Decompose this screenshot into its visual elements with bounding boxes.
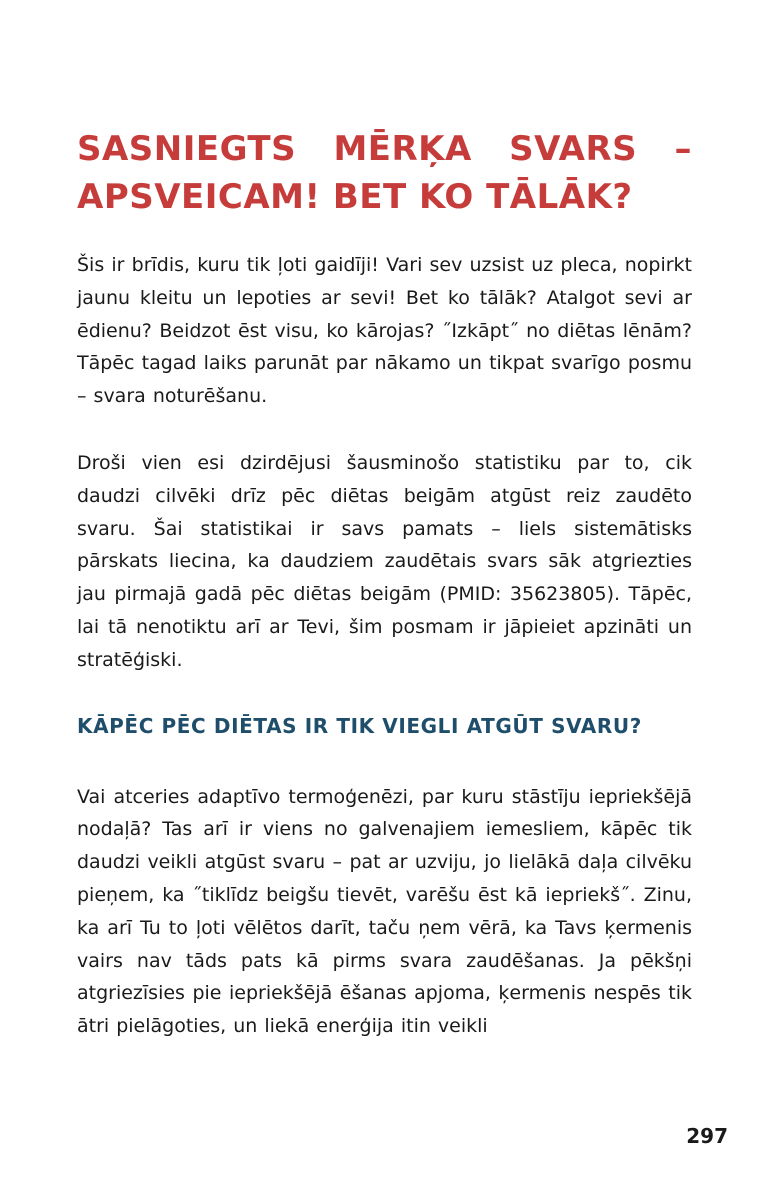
page-content: [77, 125, 692, 1043]
paragraph-intro: Šis ir brīdis, kuru tik ļoti gaidīji! Vari sev uzsist uz pleca, nopirkt jaunu kleitu un lepoties ar sevi! Bet ko tālāk? Atalgot sevi ar ēdienu? Beidzot ēst visu, ko kārojas? ˝Izkāpt˝ no diētas lēnām? Tāpēc tagad laiks parunāt par nākamo un tikpat svarīgo posmu – svara noturēšanu.: [77, 254, 692, 408]
section-subheading: KĀPĒC PĒC DIĒTAS IR TIK VIEGLI ATGŪT SVARU?: [77, 713, 642, 738]
page-number: 297: [686, 1124, 728, 1148]
paragraph-thermogenesis: Vai atceries adaptīvo termoģenēzi, par kuru stāstīju iepriekšējā nodaļā? Tas arī ir viens no galvenajiem iemesliem, kāpēc tik daudzi veikli atgūst svaru – pat ar uzviju, jo lielākā daļa cilvēku pieņem, ka ˝tiklīdz beigšu tievēt, varēšu ēst kā iepriekš˝. Zinu, ka arī Tu to ļoti vēlētos darīt, taču ņem vērā, ka Tavs ķermenis vairs nav tāds pats kā pirms svara zaudēšanas. Ja pēkšņi atgriezīsies pie iepriekšējā ēšanas apjoma, ķermenis nespēs tik ātri pielāgoties, un liekā enerģija itin veikli: [77, 785, 692, 1038]
chapter-title: SASNIEGTS MĒRĶA SVARS – APSVEICAM! BET KO TĀLĀK?: [77, 129, 692, 217]
paragraph-statistics: Droši vien esi dzirdējusi šausminošo statistiku par to, cik daudzi cilvēki drīz pēc diētas beigām atgūst reiz zaudēto svaru. Šai statistikai ir savs pamats – liels sistemātisks pārskats liecina, ka daudziem zaudētais svars sāk atgriezties jau pirmajā gadā pēc diētas beigām (PMID: 35623805). Tāpēc, lai tā nenotiktu arī ar Tevi, šim posmam ir jāpieiet apzināti un stratēģiski.: [77, 451, 692, 671]
